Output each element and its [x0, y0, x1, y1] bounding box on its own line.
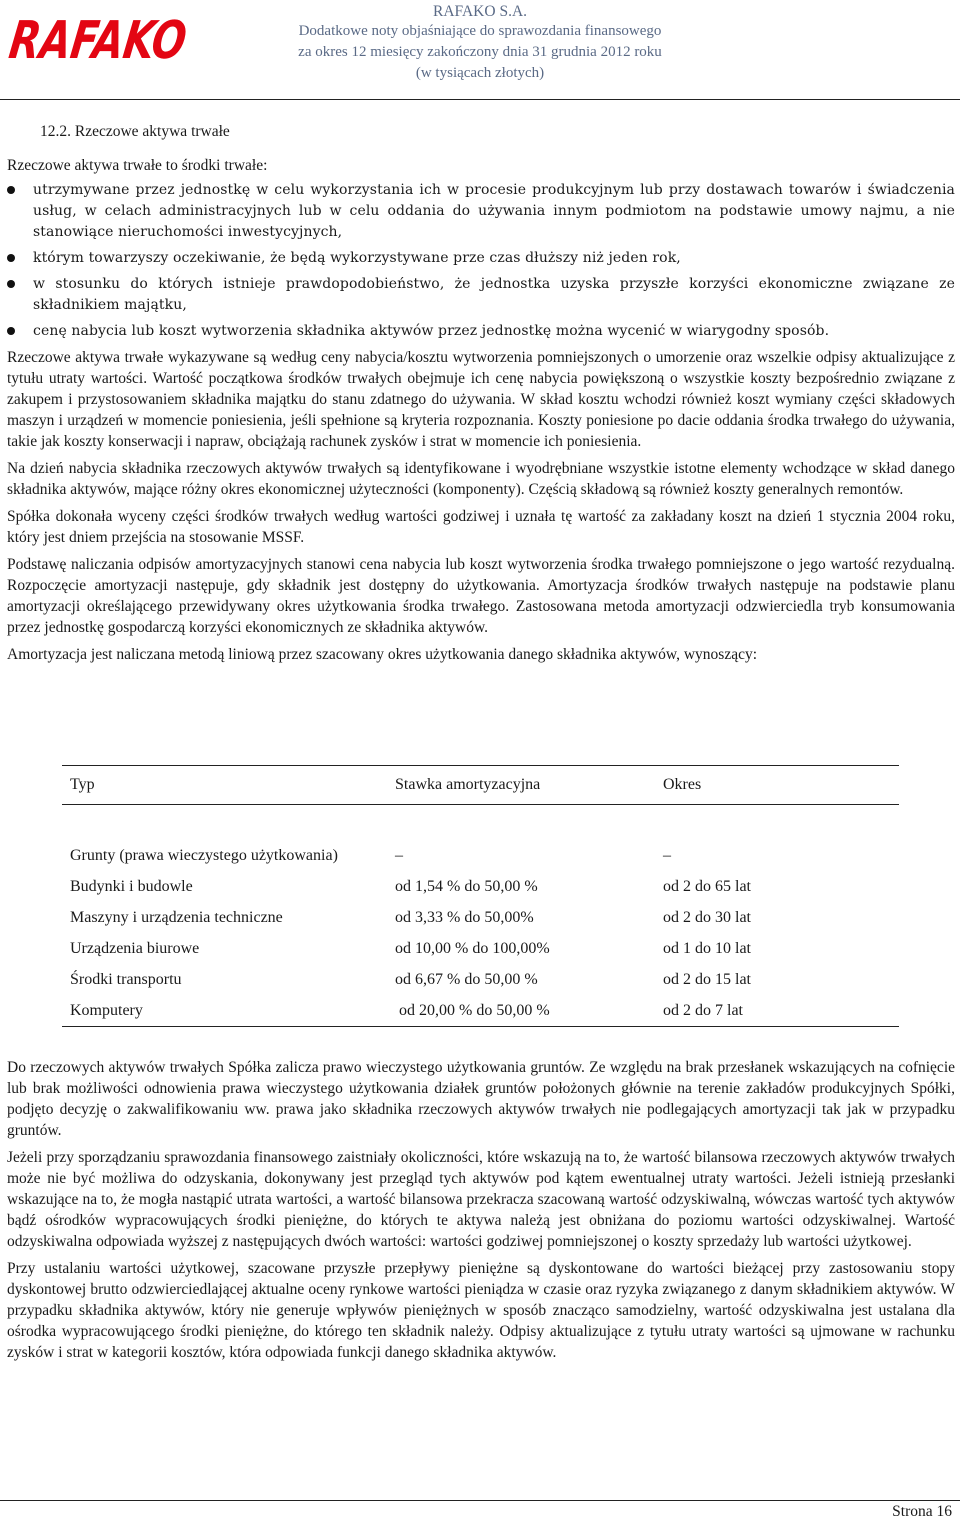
- table-bottom-rule: [62, 1026, 899, 1027]
- section-content: [7, 122, 955, 671]
- column-header-period: Okres: [663, 776, 702, 793]
- bullet-icon: [7, 280, 15, 288]
- rafako-logo: [5, 11, 245, 71]
- table-header-row: [62, 766, 899, 804]
- table-row: Budynki i budowle od 1,54 % do 50,00 % od 2 do 65 lat: [70, 877, 751, 895]
- paragraph: Spółka dokonała wyceny części środków trwałych według wartości godziwej i uznała tę wartość za zakładany koszt na dzień 1 stycznia 2004 roku, który jest dniem przejścia na stosowanie MSSF.: [7, 508, 955, 546]
- table-row: Urządzenia biurowe od 10,00 % do 100,00% od 1 do 10 lat: [70, 939, 751, 957]
- svg-text:RAFAKO: RAFAKO: [5, 11, 245, 71]
- bullet-icon: [7, 254, 15, 262]
- header-line-3: (w tysiącach złotych): [415, 65, 545, 81]
- list-item: utrzymywane przez jednostkę w celu wykorzystania ich w procesie produkcyjnym lub przy dostawach towarów i świadczenia usług, w celach administracyjnych lub w celu oddania do używania innym podmiotom na podstawie umowy najmu, a nie stanowiące nieruchomości inwestycyjnych,: [7, 180, 955, 243]
- paragraph: Do rzeczowych aktywów trwałych Spółka zalicza prawo wieczystego użytkowania gruntów. Ze względu na brak przesłanek wskazujących na cofnięcie lub brak możliwości odnowienia prawa wieczystego użytkowania działek gruntów położonych głównie na terenie zakładów produkcyjnych Spółki, podjęto decyzję o zakwalifikowaniu ww. prawa jako składnika rzeczowych aktywów trwałych nie podlegających amortyzacji tak jak w przypadku gruntów.: [7, 1059, 955, 1139]
- list-item: w stosunku do których istnieje prawdopodobieństwo, że jednostka uzyska przyszłe korzyści ekonomiczne związane ze składnikiem majątku,: [7, 274, 955, 316]
- paragraph: Na dzień nabycia składnika rzeczowych aktywów trwałych są identyfikowane i wyodrębniane wszystkie istotne elementy wchodzące w skład danego składnika aktywów, mające różny okres ekonomicznej użyteczności (komponenty). Częścią składową są również koszty generalnych remontów.: [7, 460, 955, 498]
- bullet-icon: [7, 186, 15, 194]
- paragraph: Podstawę naliczania odpisów amortyzacyjnych stanowi cena nabycia lub koszt wytworzenia środka trwałego pomniejszone o jego wartość rezydualną. Rozpoczęcie amortyzacji następuje, gdy składnik jest dostępny do użytkowania. Amortyzacja środków trwałych następuje na podstawie planu amortyzacji określającego przewidywany okres użytkowania środka trwałego. Zastosowana metoda amortyzacji odzwierciedla tryb konsumowania przez jednostkę gospodarczą korzyści ekonomicznych ze składnika aktywów.: [7, 556, 955, 636]
- paragraph: Jeżeli przy sporządzaniu sprawozdania finansowego zaistniały okoliczności, które wskazują na to, że wartość bilansowa rzeczowych aktywów trwałych może nie być możliwa do odzyskania, dokonywany jest przegląd tych aktywów pod kątem ewentualnej utraty wartości. Jeżeli istnieją przesłanki wskazujące na to, że mogła nastąpić utrata wartości, a wartość bilansowa przekracza szacowaną wartość odzyskiwalną, wówczas wartość tych aktywów bądź ośrodków wypracowujących środki pieniężne, do których te aktywa należą jest obniżana do poziomu wartości odzyskiwalnej. Wartość odzyskiwalna odpowiada wyższej z następujących dwóch wartości: wartości godziwej pomniejszonej o koszty sprzedaży lub wartości użytkowej.: [7, 1149, 955, 1250]
- section-intro: Rzeczowe aktywa trwałe to środki trwałe:: [7, 157, 268, 174]
- section-title: 12.2. Rzeczowe aktywa trwałe: [40, 123, 230, 140]
- closing-paragraphs: [7, 1057, 955, 1369]
- paragraph: Amortyzacja jest naliczana metodą liniową przez szacowany okres użytkowania danego składnika aktywów, wynoszący:: [7, 646, 758, 663]
- criteria-list: [7, 180, 955, 342]
- table-row: Maszyny i urządzenia techniczne od 3,33 % do 50,00% od 2 do 30 lat: [70, 908, 751, 926]
- header-line-2: za okres 12 miesięcy zakończony dnia 31 grudnia 2012 roku: [298, 44, 662, 60]
- header-divider: [0, 99, 960, 100]
- bullet-icon: [7, 327, 15, 335]
- column-header-type: Typ: [70, 776, 95, 793]
- document-header: [250, 2, 710, 84]
- column-header-rate: Stawka amortyzacyjna: [395, 776, 541, 793]
- depreciation-table: [62, 765, 899, 1027]
- paragraph: Przy ustalaniu wartości użytkowej, szacowane przyszłe przepływy pieniężne są dyskontowane do wartości bieżącej przy zastosowaniu stopy dyskontowej brutto odzwierciedlającej aktualne oceny rynkowe wartości pieniądza w czasie oraz ryzyka związanego z danym składnikiem aktywów. W przypadku składnika aktywów, który nie generuje wpływów pieniężnych w sposób znacząco samodzielny, wartość odzyskiwalna jest ustalana dla ośrodka wypracowującego środki pieniężne, do którego ten składnik należy. Odpisy aktualizujące z tytułu utraty wartości są ujmowane w rachunku zysków i strat w kategorii kosztów, która odpowiada funkcji danego składnika aktywów.: [7, 1260, 955, 1361]
- table-row: Komputery od 20,00 % do 50,00 % od 2 do 7 lat: [70, 1001, 743, 1019]
- table-row: Środki transportu od 6,67 % do 50,00 % od 2 do 15 lat: [70, 970, 751, 988]
- header-line-1: Dodatkowe noty objaśniające do sprawozdania finansowego: [298, 23, 662, 39]
- page-number: Strona 16: [892, 1503, 952, 1520]
- header-company: RAFAKO S.A.: [432, 3, 528, 20]
- footer-divider: [0, 1500, 960, 1501]
- paragraph: Rzeczowe aktywa trwałe wykazywane są według ceny nabycia/kosztu wytworzenia pomniejszonych o umorzenie oraz wszelkie odpisy aktualizujące z tytułu utraty wartości. Wartość początkowa środków trwałych obejmuje ich cenę nabycia powiększoną o wszystkie koszty bezpośrednio związane z zakupem i przystosowaniem składnika majątku do stanu zdatnego do używania. W skład kosztu wchodzi również koszt wymiany części składowych maszyn i urządzeń w momencie poniesienia, jeśli spełnione są kryteria rozpoznania. Koszty poniesione po dacie oddania środka trwałego do używania, takie jak koszty konserwacji i napraw, obciążają rachunek zysków i strat w momencie ich poniesienia.: [7, 349, 955, 450]
- list-item: cenę nabycia lub koszt wytworzenia składnika aktywów przez jednostkę można wycenić w wiarygodny sposób.: [7, 321, 955, 342]
- list-item: którym towarzyszy oczekiwanie, że będą wykorzystywane prze czas dłuższy niż jeden rok,: [7, 248, 955, 269]
- table-row: Grunty (prawa wieczystego użytkowania) – –: [70, 846, 671, 864]
